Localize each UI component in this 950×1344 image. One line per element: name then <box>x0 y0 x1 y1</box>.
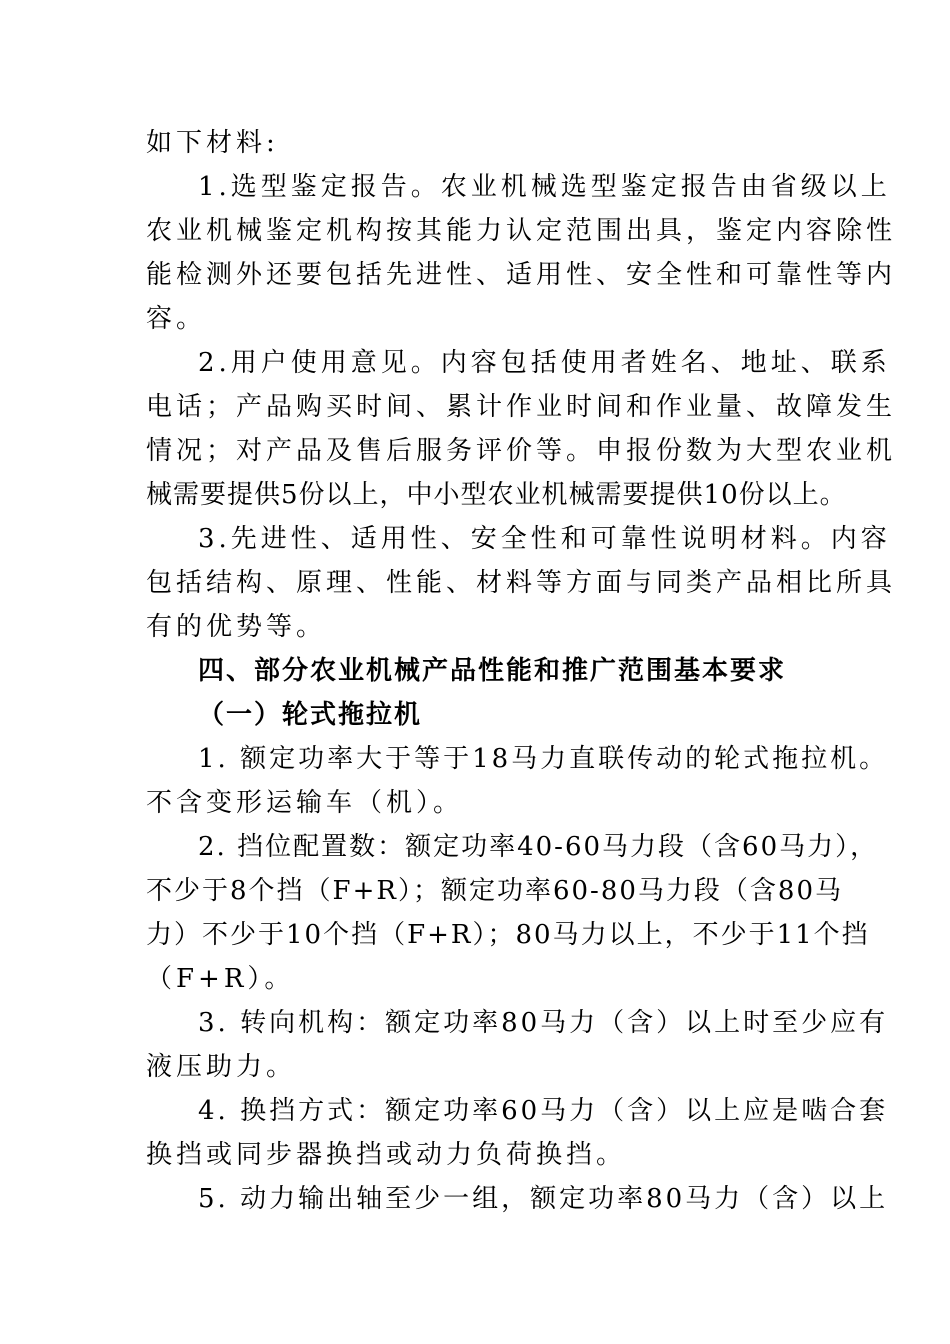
text-line: 包括结构、原理、性能、材料等方面与同类产品相比所具 <box>146 568 897 598</box>
subsection-heading: （一）轮式拖拉机 <box>198 700 423 730</box>
text-line: 容。 <box>146 304 207 334</box>
paragraph-start: 5. 动力输出轴至少一组，额定功率80马力（含）以上 <box>198 1184 889 1214</box>
section-heading: 四、部分农业机械产品性能和推广范围基本要求 <box>198 656 787 686</box>
text-line: 械需要提供5份以上，中小型农业机械需要提供10份以上。 <box>146 480 847 510</box>
text-line: 情况；对产品及售后服务评价等。申报份数为大型农业机 <box>146 436 897 466</box>
text-line: 不含变形运输车（机）。 <box>146 788 464 818</box>
text-line: 换挡或同步器换挡或动力负荷换挡。 <box>146 1140 627 1170</box>
paragraph-start: 2. 挡位配置数：额定功率40-60马力段（含60马力）， <box>198 832 879 862</box>
text-line: 不少于8个挡（F+R）；额定功率60-80马力段（含80马 <box>146 876 843 906</box>
paragraph-start: 2.用户使用意见。内容包括使用者姓名、地址、联系 <box>198 348 891 378</box>
paragraph-start: 1.选型鉴定报告。农业机械选型鉴定报告由省级以上 <box>198 172 891 202</box>
text-line: 液压助力。 <box>146 1052 297 1082</box>
text-line: （F+R）。 <box>146 964 295 994</box>
text-line: 如下材料: <box>146 128 279 158</box>
text-line: 力）不少于10个挡（F+R）；80马力以上，不少于11个挡 <box>146 920 870 950</box>
paragraph-start: 4. 换挡方式：额定功率60马力（含）以上应是啮合套 <box>198 1096 889 1126</box>
text-line: 能检测外还要包括先进性、适用性、安全性和可靠性等内 <box>146 260 897 290</box>
paragraph-start: 3.先进性、适用性、安全性和可靠性说明材料。内容 <box>198 524 891 554</box>
text-line: 农业机械鉴定机构按其能力认定范围出具，鉴定内容除性 <box>146 216 897 246</box>
text-line: 电话；产品购买时间、累计作业时间和作业量、故障发生 <box>146 392 897 422</box>
text-line: 有的优势等。 <box>146 612 327 642</box>
paragraph-start: 1. 额定功率大于等于18马力直联传动的轮式拖拉机。 <box>198 744 889 774</box>
paragraph-start: 3. 转向机构：额定功率80马力（含）以上时至少应有 <box>198 1008 889 1038</box>
document-page <box>146 121 897 1221</box>
